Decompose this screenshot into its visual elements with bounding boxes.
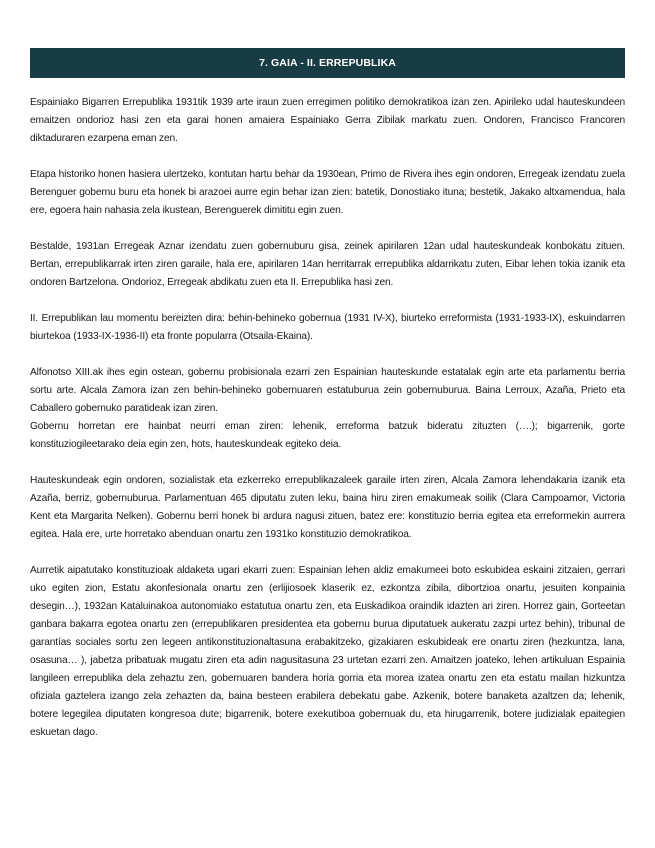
document-body (30, 94, 625, 742)
paragraph-government-measures: Gobernu horretan ere hainbat neurri eman ziren: lehenik, erreforma batzuk bideratu zituzten (….); bigarrenik, gorte konstituziogileetarako deia egin zen, hots, hauteskundeak egiteko deia. (30, 421, 625, 450)
title-bar (30, 48, 625, 78)
paragraph-elections-results: Hauteskundeak egin ondoren, sozialistak eta ezkerreko errepublikazaleek garaile irten ziren, Alcala Zamora lehendakaria izanik eta Azaña, berriz, gobernuburua. Parlamentuan 465 diputatu zuten leku, baina hiru ziren emakumeak soilik (Clara Campoamor, Victoria Kent eta Margarita Nelken). Gobernu berri honek bi ardura nagusi zituen, batez ere: konstituzio berria egitea eta erreformekin aurrera egitea. Hala ere, urte horretako abenduan onartu zen 1931ko konstituzio demokratikoa. (30, 475, 625, 540)
page-title: 7. GAIA - II. ERREPUBLIKA (259, 57, 396, 69)
paragraph-intro: Espainiako Bigarren Errepublika 1931tik 1939 arte iraun zuen erregimen politiko demokratikoa izan zen. Apirileko udal hauteskundeen emaitzen ondorioz hasi zen eta garai honen amaiera Espainiako Gerra Zibilak markatu zuen. Ondoren, Francisco Francoren diktaduraren ezarpena eman zen. (30, 97, 625, 144)
paragraph-periods: II. Errepublikan lau momentu bereizten dira: behin-behineko gobernua (1931 IV-X), biurteko erreformista (1931-1933-IX), eskuindarren biurtekoa (1933-IX-1936-II) eta fronte popularra (Otsaila-Ekaina). (30, 313, 625, 342)
paragraph-1931-elections: Bestalde, 1931an Erregeak Aznar izendatu zuen gobernuburu gisa, zeinek apirilaren 12an udal hauteskundeak konbokatu zituen. Bertan, errepublikarrak irten ziren garaile, hala ere, apirilaren 14an herritarrak errepublika aldarrikatu zuten, Eibar lehen tokia izanik eta ondoren Bartzelona. Ondorioz, Erregeak abdikatu zuen eta II. Errepublika hasi zen. (30, 241, 625, 288)
paragraph-historical-context: Etapa historiko honen hasiera ulertzeko, kontutan hartu behar da 1930ean, Primo de Rivera ihes egin ondoren, Erregeak izendatu zuela Berenguer gobernu buru eta honek bi arazoei aurre egin behar izan zien: batetik, Donostiako ituna; bestetik, Jakako altxamendua, hala ere, egoera hain nahasia zela ikustean, Berenguerek dimititu egin zuen. (30, 169, 625, 216)
paragraph-provisional-government: Alfonotso XIII.ak ihes egin ostean, gobernu probisionala ezarri zen Espainian hauteskunde estatalak egin arte eta parlamentu berria sortu arte. Alcala Zamora izan zen behin-behineko gobernuaren estatuburua zein gobernuburua. Baina Lerroux, Azaña, Prieto eta Caballero gobernuko paratideak izan ziren. (30, 367, 625, 414)
document-page (30, 48, 625, 760)
paragraph-constitution-changes: Aurretik aipatutako konstituzioak aldaketa ugari ekarri zuen: Espainian lehen aldiz emakumeei boto eskubidea eskaini zitzaien, gerrari uko egiten zion, Estatu akonfesionala onartu zen (erlijiosoek klaserik ez, ezkontza zibila, dibortzioa onartu, jesuiten konpainia desegin…), 1932an Kataluinakoa autonomiako estatutua onartu zen, eta Euskadikoa oraindik idazten ari ziren. Horrez gain, Gorteetan ganbara bakarra egotea onartu zen (errepublikaren presidentea eta gobernu burua diputatuek aukeratu zazpi urtez behin), tribunal de garantías sociales sortu zen legeen antikonstituzionaltasuna erabakitzeko, gizakiaren eskubideak ere onartu ziren (hezkuntza, lana, osasuna… ), jabetza pribatuak mugatu ziren eta adin nagusitasuna 23 urtetan ezarri zen. Amaitzen joateko, lehen artikuluan Espainia langileen errepublika dela zehaztu zen, gobernuaren bandera horia gorria eta morea izatea onartu zen eta estatu mailan hizkuntza ofiziala gaztelera izango zela zehazten da, baina besteen erabilera debekatu gabe. Azkenik, botere banaketa azaltzen da; lehenik, botere legegilea diputaten kongresoa dute; bigarrenik, botere exekutiboa gobernuak du, eta hirugarrenik, botere judizialak epaitegien eskuetan dago. (30, 565, 625, 738)
